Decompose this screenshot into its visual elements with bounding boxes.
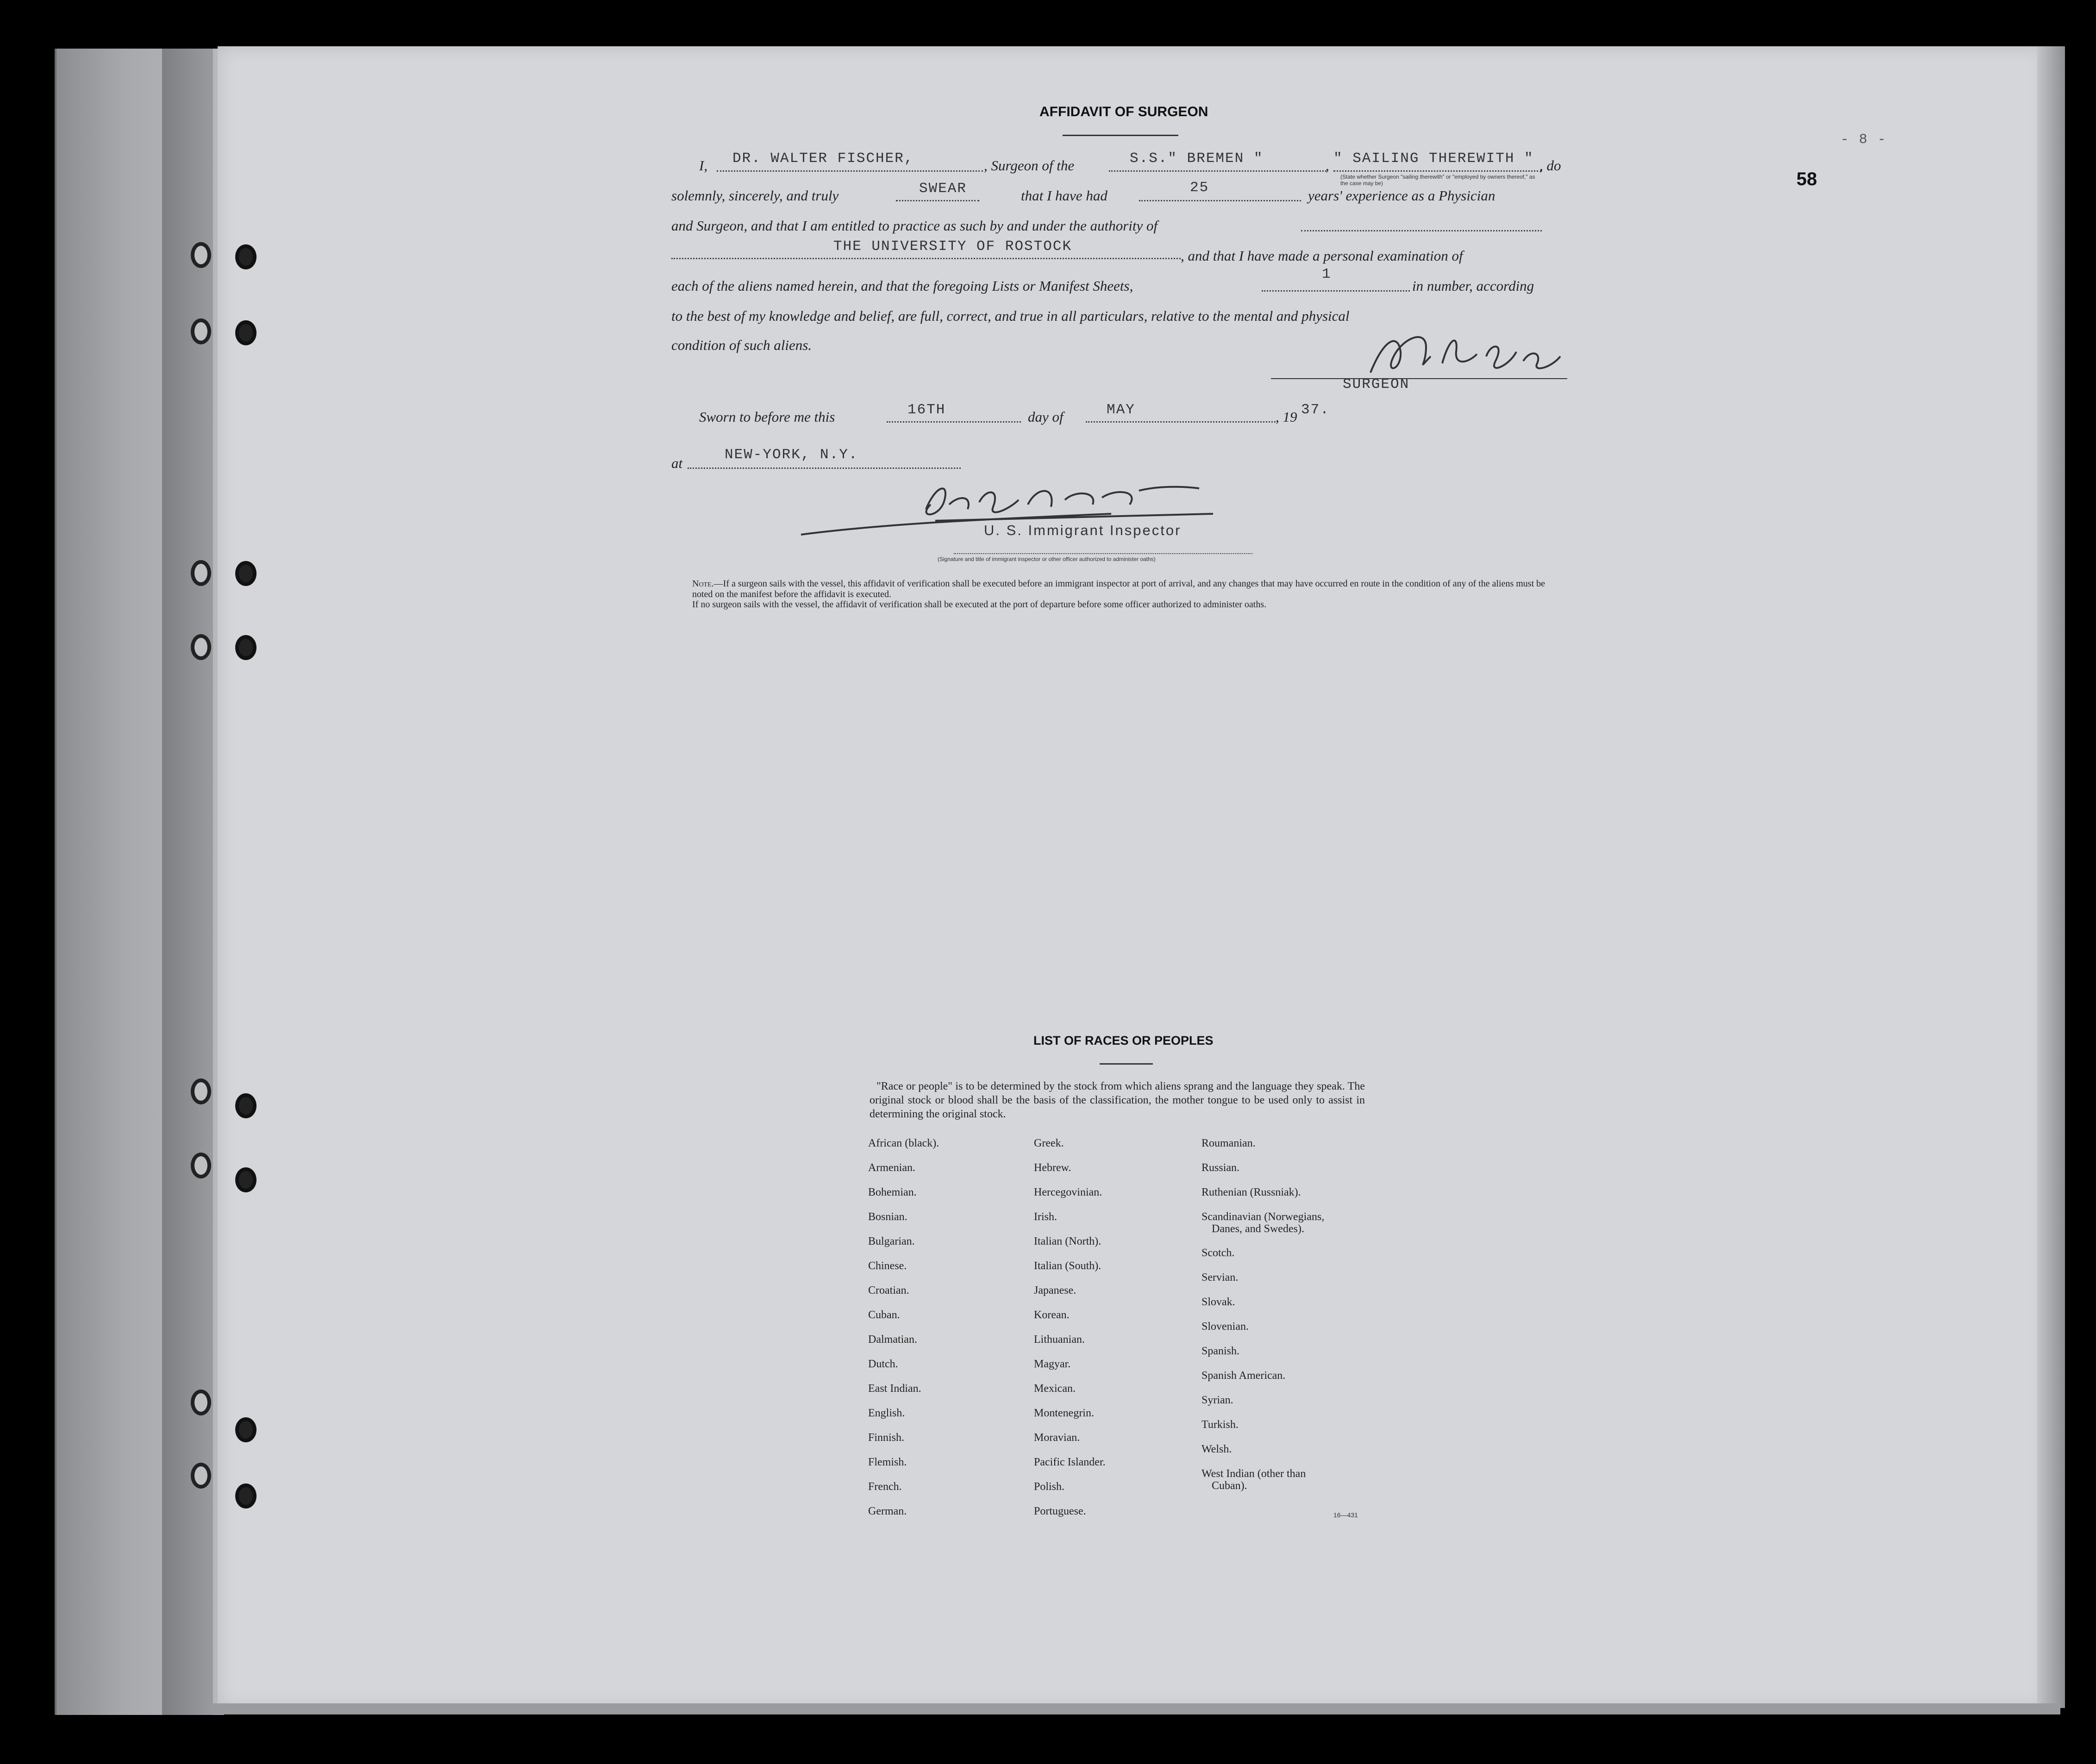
page-bottom-edge [213, 1703, 2060, 1714]
race-item: Korean. [1034, 1309, 1070, 1321]
race-item: Dutch. [868, 1358, 898, 1370]
race-item: Dalmatian. [868, 1334, 917, 1346]
affidavit-text: , and that I have made a personal examination of [1181, 248, 1463, 264]
binder-hole [191, 1078, 211, 1104]
races-title: LIST OF RACES OR PEOPLES [1033, 1034, 1214, 1047]
race-item: Chinese. [868, 1260, 907, 1272]
race-item: Slovenian. [1201, 1321, 1249, 1333]
binder-hole [191, 1463, 211, 1489]
affidavit-text: , do [1539, 157, 1561, 174]
vessel-field-line [1109, 170, 1326, 172]
affidavit-text: each of the aliens named herein, and that the foregoing Lists or Manifest Sheets, [671, 278, 1133, 294]
note-text-1: —If a surgeon sails with the vessel, this affidavit of verification shall be executed before an immigrant inspector at port of arrival, and any changes that may have occurred en route in the condition of any of the aliens must be noted on the manifest before the affidavit is executed. [692, 579, 1545, 599]
years-field-line [1139, 200, 1301, 201]
race-item: Scotch. [1201, 1247, 1235, 1259]
binder-hole [191, 1390, 211, 1415]
race-item: Bosnian. [868, 1211, 907, 1223]
affidavit-text: years' experience as a Physician [1308, 187, 1495, 204]
binder-hole [235, 561, 257, 586]
sworn-day: 16TH [907, 402, 946, 418]
month-field-line [1086, 421, 1276, 423]
race-item: Bohemian. [868, 1186, 917, 1198]
affidavit-text: to the best of my knowledge and belief, are full, correct, and true in all particulars, relative to the mental and physical [671, 308, 1350, 324]
race-item: Hercegovinian. [1034, 1186, 1102, 1198]
affidavit-title: AFFIDAVIT OF SURGEON [1039, 104, 1208, 119]
affidavit-note [692, 579, 1563, 600]
page-edge [2037, 46, 2065, 1708]
surgeon-signature [1357, 319, 1579, 384]
sworn-place: NEW-YORK, N.Y. [725, 447, 858, 463]
race-item: Mexican. [1034, 1383, 1076, 1395]
race-item: East Indian. [868, 1383, 921, 1395]
binder-hole [191, 560, 211, 586]
race-item: Syrian. [1201, 1394, 1233, 1406]
binder-hole [191, 242, 211, 268]
affidavit-text: solemnly, sincerely, and truly [671, 187, 839, 204]
binder-hole [235, 1417, 257, 1442]
race-item: Polish. [1034, 1481, 1065, 1493]
race-item: Irish. [1034, 1211, 1057, 1223]
status-note: (State whether Surgeon "sailing therewith" or "employed by owners thereof," as the case may be) [1340, 174, 1535, 187]
affidavit-text: , [1326, 157, 1329, 174]
race-item: Welsh. [1201, 1443, 1232, 1455]
race-item-continued: Danes, and Swedes). [1212, 1223, 1304, 1235]
races-title-rule [1100, 1063, 1153, 1065]
authority-field-line-1 [1301, 230, 1542, 231]
race-item: Scandinavian (Norwegians, [1201, 1211, 1325, 1223]
race-item: Italian (North). [1034, 1235, 1101, 1247]
binder-hole [191, 1153, 211, 1178]
surgeon-status: " SAILING THEREWITH " [1333, 150, 1534, 167]
race-item-continued: Cuban). [1212, 1480, 1247, 1492]
race-item: French. [868, 1481, 902, 1493]
licensing-authority: THE UNIVERSITY OF ROSTOCK [833, 238, 1072, 255]
surgeon-label: SURGEON [1343, 376, 1410, 393]
affidavit-text: that I have had [1021, 187, 1107, 204]
race-item: Armenian. [868, 1162, 915, 1174]
race-item: Italian (South). [1034, 1260, 1101, 1272]
race-item: Croatian. [868, 1284, 909, 1297]
binder-hole [235, 1093, 257, 1118]
affidavit-text: I, [699, 157, 708, 174]
title-rule [1063, 135, 1178, 136]
binder-hole [235, 1167, 257, 1192]
note-label: Note. [692, 579, 714, 589]
race-item: Moravian. [1034, 1432, 1080, 1444]
race-item: Roumanian. [1201, 1137, 1256, 1149]
binder-hole [191, 634, 211, 660]
inspector-field-line [954, 553, 1252, 554]
race-item: Hebrew. [1034, 1162, 1071, 1174]
sworn-text: at [671, 455, 683, 471]
race-item: Finnish. [868, 1432, 905, 1444]
sworn-text: , 19 [1276, 409, 1297, 425]
inspector-title: U. S. Immigrant Inspector [984, 522, 1182, 538]
race-item: Slovak. [1201, 1296, 1235, 1308]
race-item: Russian. [1201, 1162, 1240, 1174]
surgeon-name: DR. WALTER FISCHER, [732, 150, 914, 167]
race-item: Spanish American. [1201, 1370, 1286, 1382]
binder-hole [235, 1484, 257, 1508]
race-item: Flemish. [868, 1456, 907, 1468]
race-item: Pacific Islander. [1034, 1456, 1106, 1468]
sworn-year: 37. [1301, 402, 1330, 418]
race-item: Turkish. [1201, 1419, 1239, 1431]
races-column-2 [1034, 1137, 1191, 1530]
day-field-line [887, 421, 1021, 423]
race-item: Ruthenian (Russniak). [1201, 1186, 1301, 1198]
race-item: Magyar. [1034, 1358, 1071, 1370]
race-item: Lithuanian. [1034, 1334, 1085, 1346]
authority-field-line-2 [671, 258, 1181, 259]
oath-word: SWEAR [919, 181, 967, 197]
note-text-2: If no surgeon sails with the vessel, the affidavit of verification shall be executed at the port of departure before some officer authorized to administer oaths. [692, 599, 1267, 610]
affidavit-text: , Surgeon of the [984, 157, 1075, 174]
affidavit-text: in number, according [1412, 278, 1534, 294]
race-item: English. [868, 1407, 905, 1419]
form-code: 16—431 [1333, 1511, 1358, 1519]
page-number: 58 [1796, 169, 1817, 189]
race-item: African (black). [868, 1137, 939, 1149]
sworn-text: Sworn to before me this [699, 409, 835, 425]
race-item: Bulgarian. [868, 1235, 915, 1247]
sheets-field-line [1262, 290, 1410, 292]
binder-hole [191, 318, 211, 344]
years-experience: 25 [1190, 180, 1209, 196]
race-item: Montenegrin. [1034, 1407, 1094, 1419]
sworn-text: day of [1028, 409, 1064, 425]
binder-hole [235, 320, 257, 345]
sheet-mark: - 8 - [1840, 132, 1887, 148]
race-item: Portuguese. [1034, 1505, 1086, 1517]
inspector-caption: (Signature and title of immigrant inspector or other officer authorized to administer oaths) [938, 556, 1156, 562]
binder-hole [235, 244, 257, 269]
vessel-name: S.S." BREMEN " [1130, 150, 1264, 167]
race-item: Servian. [1201, 1272, 1239, 1284]
race-item: Cuban. [868, 1309, 900, 1321]
affidavit-text: and Surgeon, and that I am entitled to practice as such by and under the authority of [671, 218, 1158, 234]
affidavit-text: condition of such aliens. [671, 337, 812, 353]
race-item: Greek. [1034, 1137, 1064, 1149]
name-field-line [717, 170, 983, 172]
binder-hole [235, 635, 257, 660]
oath-field-line [896, 200, 979, 201]
race-item: West Indian (other than [1201, 1468, 1306, 1480]
race-item: Spanish. [1201, 1345, 1240, 1357]
races-intro: "Race or people" is to be determined by the stock from which aliens sprang and the language they speak. The original stock or blood shall be the basis of the classification, the mother tongue to be used only to assist in determining the original stock. [870, 1080, 1365, 1120]
races-column-3 [1201, 1137, 1387, 1492]
race-item: German. [868, 1505, 907, 1517]
races-column-1 [868, 1137, 1026, 1530]
sheet-count: 1 [1322, 266, 1332, 282]
race-item: Japanese. [1034, 1284, 1076, 1297]
status-field-line [1333, 170, 1542, 172]
sworn-month: MAY [1107, 402, 1135, 418]
signature-line [1271, 378, 1567, 379]
